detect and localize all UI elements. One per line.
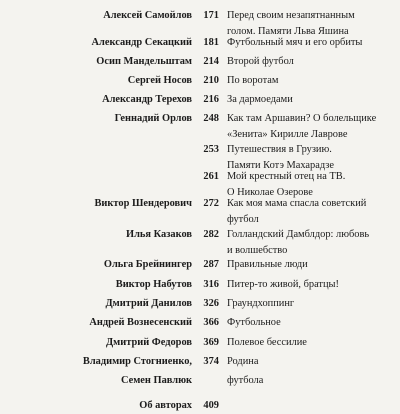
entry-title-line: Перед своим незапятнанным	[227, 10, 355, 21]
entry-page-number: 214	[203, 56, 219, 67]
entry-title-line: Как там Аршавин? О болельщике	[227, 113, 377, 124]
entry-title-line: О Николае Озерове	[227, 186, 313, 198]
entry-page-number: 326	[203, 298, 219, 309]
entry-title-line: голом. Памяти Льва Яшина	[227, 25, 349, 37]
entry-title-line: футбол	[227, 213, 259, 225]
entry-title-line: Полевое бессилие	[227, 337, 307, 348]
entry-author: Геннадий Орлов	[114, 113, 192, 124]
entry-title-line: По воротам	[227, 75, 279, 86]
entry-author: Виктор Набутов	[115, 279, 192, 290]
entry-title-line: Путешествия в Грузию.	[227, 144, 332, 155]
entry-author: Ольга Брейнингер	[103, 259, 192, 270]
entry-page-number	[194, 373, 219, 389]
entry-page-number: 374	[203, 356, 219, 367]
entry-page-number: 181	[203, 37, 219, 48]
entry-page-number: 316	[203, 279, 219, 290]
entry-title-line: За дармоедами	[227, 94, 293, 105]
entry-title-line: Родина	[227, 356, 259, 367]
entry-author: Андрей Вознесенский	[89, 317, 192, 328]
entry-page-number: 369	[203, 337, 219, 348]
entry-page-number: 366	[203, 317, 219, 328]
about-authors-label: Об авторах	[139, 400, 192, 411]
entry-author: Сергей Носов	[127, 75, 192, 86]
entry-title-line: Второй футбол	[227, 56, 294, 67]
entry-author: Дмитрий Данилов	[105, 298, 192, 309]
entry-title-line: футбола	[227, 375, 264, 386]
entry-title-line: Мой крестный отец на ТВ.	[227, 171, 346, 182]
entry-page-number: 287	[203, 259, 219, 270]
entry-page-number: 248	[203, 113, 219, 124]
entry-title-line: Голландский Дамблдор: любовь	[227, 229, 370, 240]
entry-author: Семен Павлюк	[120, 375, 192, 386]
entry-page-number: 409	[203, 400, 219, 411]
entry-page-number: 261	[203, 171, 219, 182]
entry-title-line: Питер-то живой, братцы!	[227, 279, 339, 290]
entry-page-number: 210	[203, 75, 219, 86]
entry-title-line: Как моя мама спасла советский	[227, 198, 367, 209]
entry-title-line: Памяти Котэ Махарадзе	[227, 159, 334, 171]
entry-page-number: 171	[203, 10, 219, 21]
entry-author: Владимир Стогниенко,	[82, 356, 192, 367]
entry-author: Илья Казаков	[126, 229, 192, 240]
entry-author: Виктор Шендерович	[94, 198, 192, 209]
entry-author: Осип Мандельштам	[96, 56, 192, 67]
entry-title-line: Футбольный мяч и его орбиты	[227, 37, 363, 48]
entry-page-number: 253	[203, 144, 219, 155]
entry-title-line: «Зенита» Кирилле Лаврове	[227, 128, 348, 140]
entry-page-number: 272	[203, 198, 219, 209]
entry-title-line: и волшебство	[227, 244, 288, 256]
entry-page-number: 216	[203, 94, 219, 105]
entry-title-line: Правильные люди	[227, 259, 308, 270]
entry-title-line: Граундхоппинг	[227, 298, 295, 309]
entry-author: Дмитрий Федоров	[106, 337, 192, 348]
entry-page-number: 282	[203, 229, 219, 240]
entry-author: Алексей Самойлов	[103, 10, 192, 21]
entry-author: Александр Секацкий	[91, 37, 192, 48]
entry-title-line: Футбольное	[227, 317, 281, 328]
entry-author: Александр Терехов	[102, 94, 192, 105]
